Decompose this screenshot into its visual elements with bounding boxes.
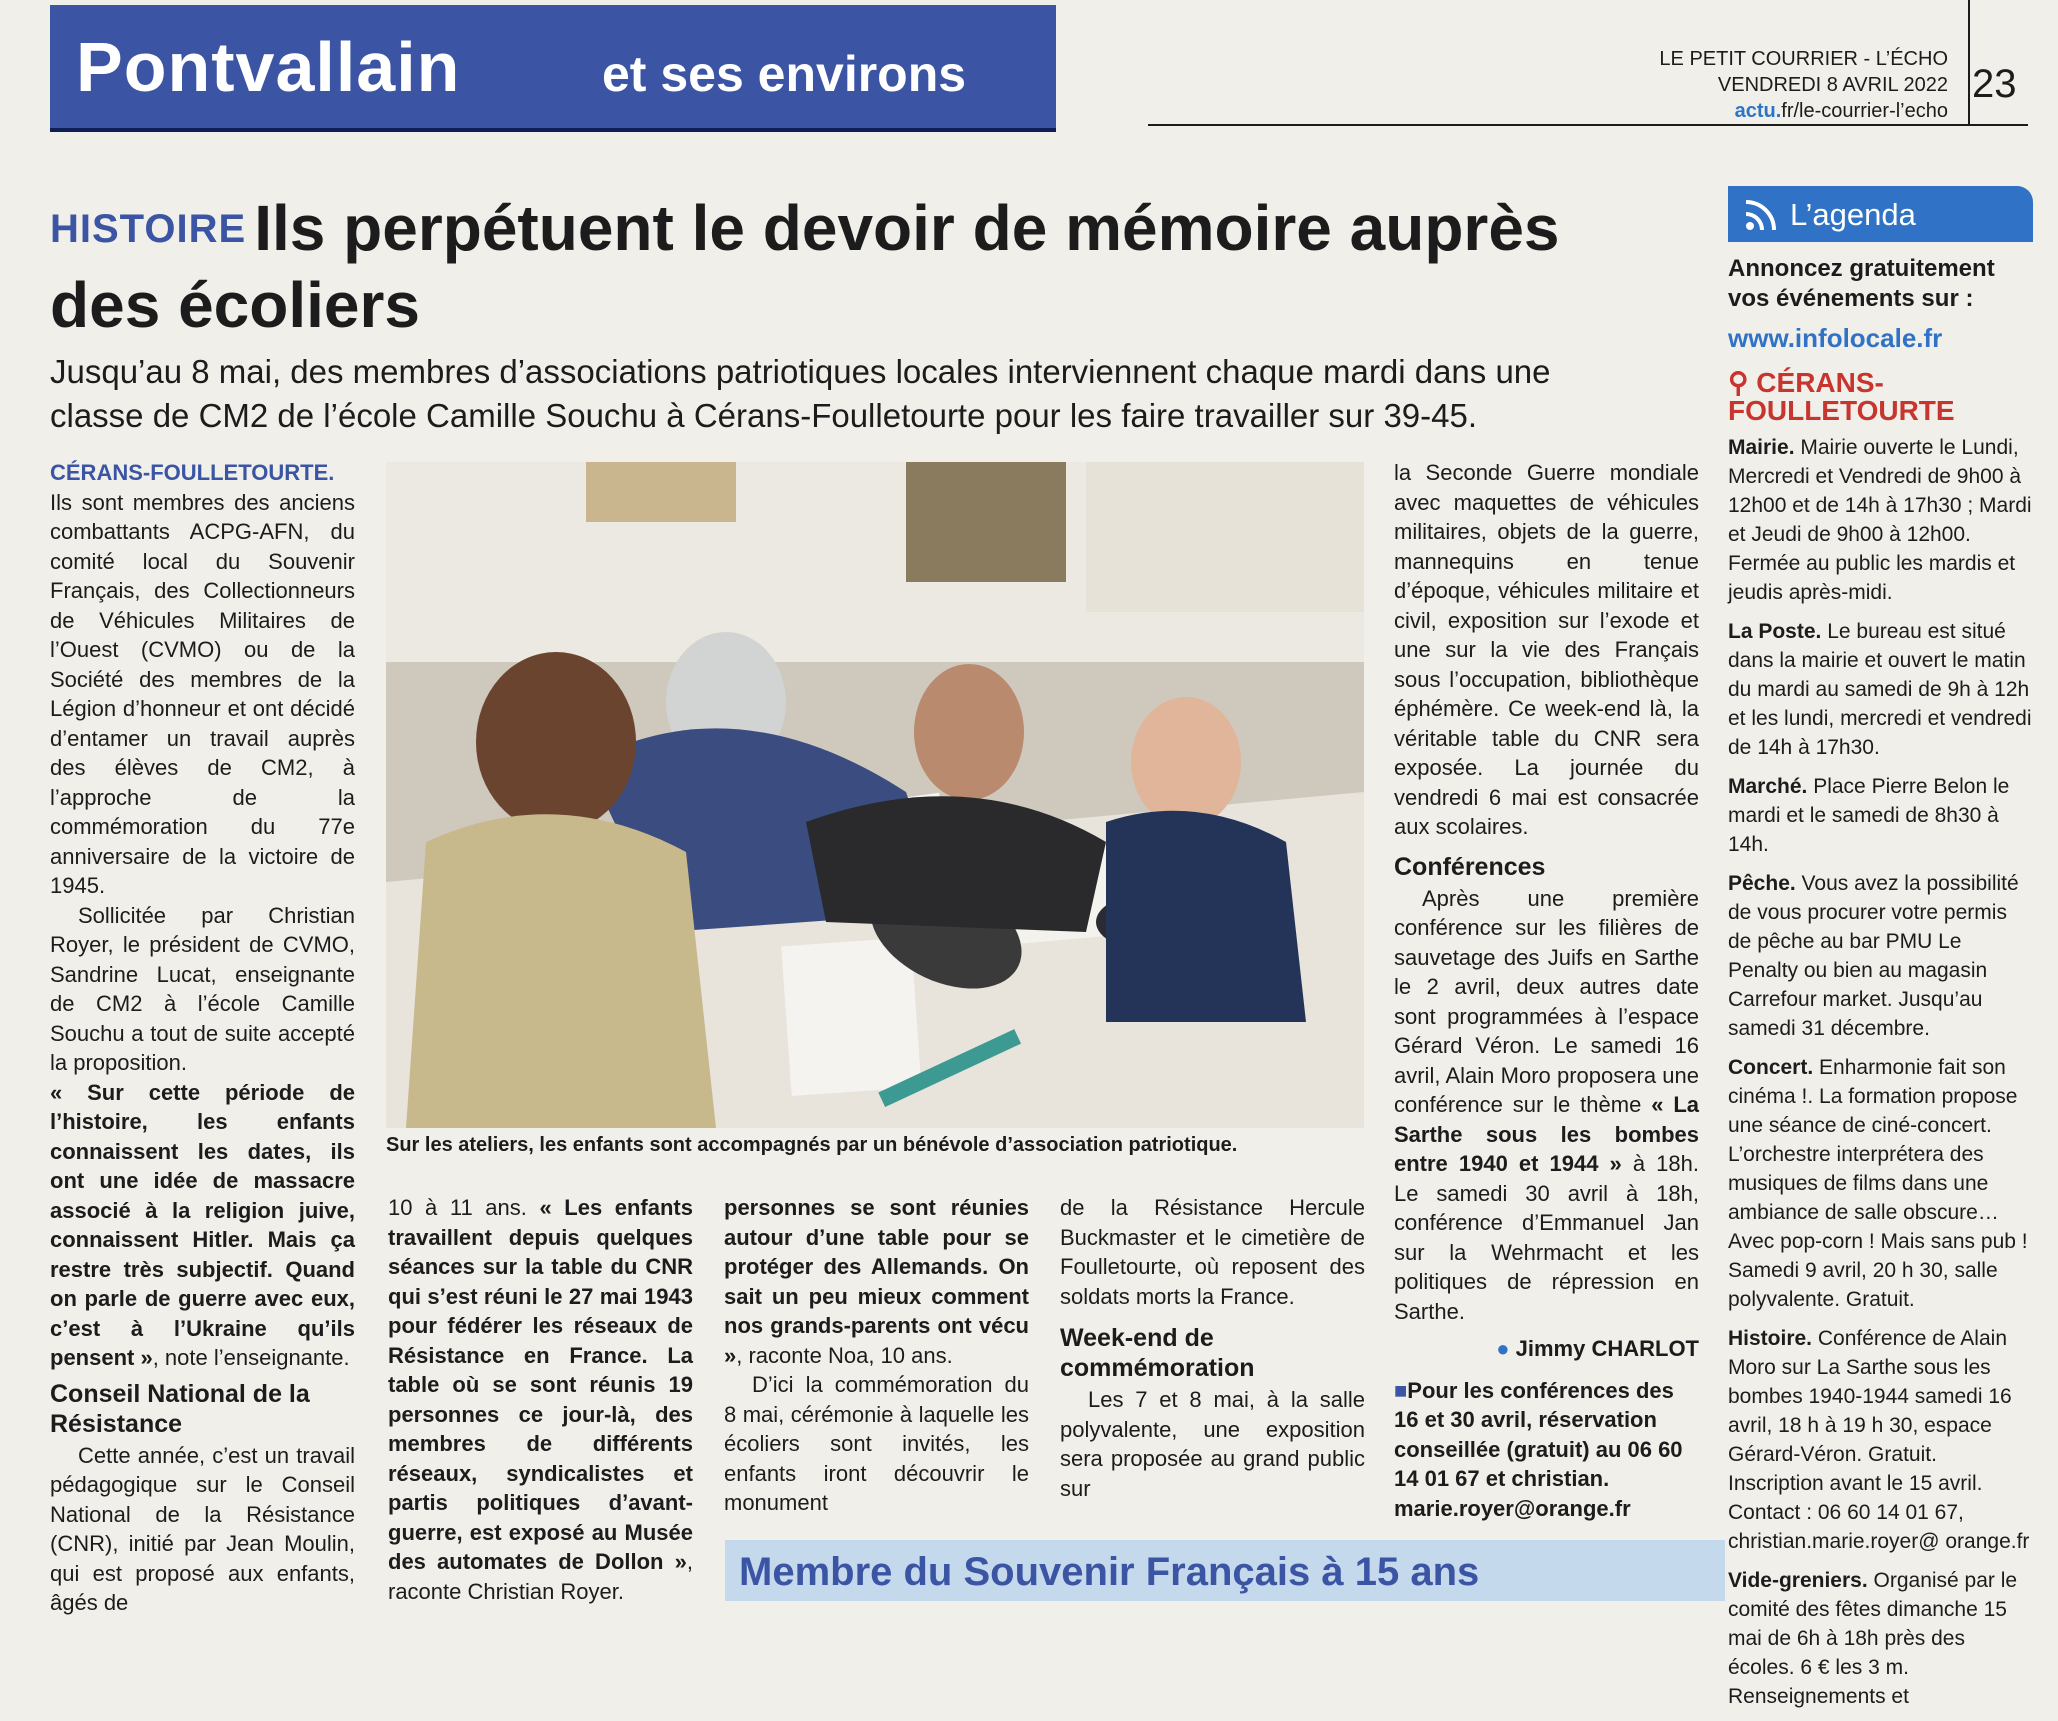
agenda-town: ⚲ CÉRANS-FOULLETOURTE: [1728, 367, 1955, 426]
agenda-item: Concert. Enharmonie fait son cinéma !. La formation propose une séance de ciné-concert. L’orchestre interprétera des musiques de films dans une ambiance de salle obscure… Avec pop-corn ! Mais sans pub ! Samedi 9 avril, 20 h 30, salle polyvalente. Gratuit.: [1728, 1056, 2028, 1311]
agenda-item: La Poste. Le bureau est situé dans la mairie et ouvert le matin du mardi au samedi de 9h à 12h et les lundi, mercredi et vendredi de 14h à 17h30.: [1728, 620, 2032, 759]
related-article-title: Membre du Souvenir Français à 15 ans: [739, 1550, 1480, 1594]
header-rule: [1148, 124, 2028, 126]
agenda-item: Marché. Place Pierre Belon le mardi et le samedi de 8h30 à 14h.: [1728, 775, 2010, 856]
agenda-item: Mairie. Mairie ouverte le Lundi, Mercredi et Vendredi de 9h00 à 12h00 et de 14h à 17h30 ; Mardi et Jeudi de 9h00 à 12h00. Fermée au public les mardis et jeudis après-midi.: [1728, 436, 2032, 604]
author-byline: ● Jimmy CHARLOT: [1496, 1336, 1699, 1361]
issue-date: VENDREDI 8 AVRIL 2022: [1717, 74, 1948, 96]
agenda-link[interactable]: www.infolocale.fr: [1728, 323, 1943, 353]
agenda-announce: Annoncez gratuitement vos événements sur :: [1728, 255, 1995, 312]
location-pin-icon: ⚲: [1728, 367, 1749, 398]
agenda-item: Histoire. Conférence de Alain Moro sur La Sarthe sous les bombes 1940-1944 samedi 16 avril, 18 h à 19 h 30, espace Gérard-Véron. Gratuit. Inscription avant le 15 avril. Contact : 06 60 14 01 67, christian.marie.royer@ orange.fr: [1728, 1327, 2030, 1553]
section-subtitle: et ses environs: [602, 46, 967, 102]
teacher-quote: « Sur cette période de l’histoire, les enfants connaissent les dates, ils ont une idée de massacre associé à la religion juive, connaissent Hitler. Mais ça restre très subjectif. Quand on parle de guerre avec eux, c’est à l’Ukraine qu’ils pensent », note l’enseignante.: [50, 1079, 355, 1370]
article-headline: [50, 190, 1610, 343]
section-title: Pontvallain: [76, 28, 461, 106]
article-kicker: HISTOIRE: [50, 207, 247, 251]
subhead-weekend: Week-end de commémoration: [1060, 1324, 1255, 1382]
reservation-info: ■Pour les conférences des 16 et 30 avril, réservation conseillée (gratuit) au 06 60 14 01 67 et christian. marie.royer@orange.fr: [1394, 1377, 1683, 1521]
agenda-title: L’agenda: [1790, 197, 1916, 232]
masthead: [1659, 46, 1948, 124]
page-number: 23: [1972, 62, 2017, 106]
header-divider: [1968, 0, 1970, 125]
article-column-2: 10 à 11 ans. « Les enfants travaillent depuis quelques séances sur la table du CNR qui s’est réuni le 27 mai 1943 pour fédérer les réseaux de Résistance en France. La table où se sont réunis 19 personnes ce jour-là, des membres de différents réseaux, syndicalistes et partis politiques d’avant-guerre, est exposé au Musée des automates de Dollon », raconte Christian Royer.: [388, 1195, 693, 1604]
agenda-item: Pêche. Vous avez la possibilité de vous procurer votre permis de pêche au bar PMU Le Penalty ou bien au magasin Carrefour market. Jusqu’au samedi 31 décembre.: [1728, 872, 2019, 1040]
agenda-column: [1728, 254, 2033, 1721]
article-column-4: de la Résistance Hercule Buckmaster et le cimetière de Foulletourte, où reposent des soldats morts la France. Week-end de commémoration Les 7 et 8 mai, à la salle polyvalente, une exposition sera proposée au grand public sur: [1060, 1195, 1365, 1501]
article-title: Ils perpétuent le devoir de mémoire auprès des écoliers: [50, 192, 1560, 341]
classroom-photo: [386, 462, 1364, 1128]
publication-url: actu.fr/le-courrier-l’echo: [1734, 100, 1948, 122]
article-lede: Jusqu’au 8 mai, des membres d’associations patriotiques locales interviennent chaque mardi dans une classe de CM2 de l’école Camille Souchu à Cérans-Foulletourte pour les faire travailler sur 39-45.: [50, 353, 1551, 434]
section-banner: [50, 5, 1056, 132]
article-column-5: la Seconde Guerre mondiale avec maquettes de véhicules militaires, objets de la guerre, mannequins en tenue d’époque, véhicules militaire et civil, exposition sur l’exode et une sur la vie des Français sous l’occupation, bibliothèque éphémère. Ce week-end là, la véritable table du CNR sera exposée. La journée du vendredi 6 mai est consacrée aux scolaires. Conférences Après une première conférence sur les filières de sauvetage des Juifs en Sarthe le 2 avril, deux autres date sont programmées à l’espace Gérard Véron. Le samedi 16 avril, Alain Moro proposera une conférence sur le thème « La Sarthe sous les bombes entre 1940 et 1944 » à 18h. Le samedi 30 avril à 18h, conférence d’Emmanuel Jan sur la Wehrmacht et les politiques de répression en Sarthe. ● Jimmy CHARLOT ■Pour les conférences des 16 et 30 avril, réservation conseillée (gratuit) au 06 60 14 01 67 et christian. marie.royer@orange.fr: [1394, 458, 1699, 1523]
agenda-header: [1728, 186, 2033, 242]
rss-icon: [1744, 198, 1778, 232]
related-article-banner: [725, 1540, 1725, 1601]
publication-name: LE PETIT COURRIER - L’ÉCHO: [1659, 48, 1948, 70]
article-column-3: personnes se sont réunies autour d’une table pour se protéger des Allemands. On sait un peu mieux comment nos grands-parents ont vécu », raconte Noa, 10 ans. D’ici la commémoration du 8 mai, cérémonie à laquelle les écoliers sont invités, les enfants iront découvrir le monument: [724, 1195, 1029, 1515]
photo-caption: Sur les ateliers, les enfants sont accompagnés par un bénévole d’association patriotique.: [386, 1134, 1238, 1156]
dateline: CÉRANS-FOULLETOURTE.: [50, 460, 335, 485]
article-column-1: CÉRANS-FOULLETOURTE. Ils sont membres des anciens combattants ACPG-AFN, du comité local du Souvenir Français, des Collectionneurs de Véhicules Militaires de l’Ouest (CVMO) ou de la Société des membres de la Légion d’honneur et ont décidé d’entamer un travail auprès des élèves de CM2, à l’approche de la commémoration du 77e anniversaire de la victoire de 1945. Sollicitée par Christian Royer, le président de CVMO, Sandrine Lucat, enseignante de CM2 à l’école Camille Souchu a tout de suite accepté la proposition. « Sur cette période de l’histoire, les enfants connaissent les dates, ils ont une idée de massacre associé à la religion juive, connaissent Hitler. Mais ça restre très subjectif. Quand on parle de guerre avec eux, c’est à l’Ukraine qu’ils pensent », note l’enseignante. Conseil National de la Résistance Cette année, c’est un travail pédagogique sur le Conseil National de la Résistance (CNR), initié par Jean Moulin, qui est proposé aux enfants, âgés de: [50, 460, 355, 1615]
subhead-cnr: Conseil National de la Résistance: [50, 1379, 310, 1438]
subhead-conferences: Conférences: [1394, 852, 1546, 881]
agenda-item: Vide-greniers. Organisé par le comité des fêtes dimanche 15 mai de 6h à 18h près des écoles. 6 € les 3 m. Renseignements et: [1728, 1569, 2018, 1708]
